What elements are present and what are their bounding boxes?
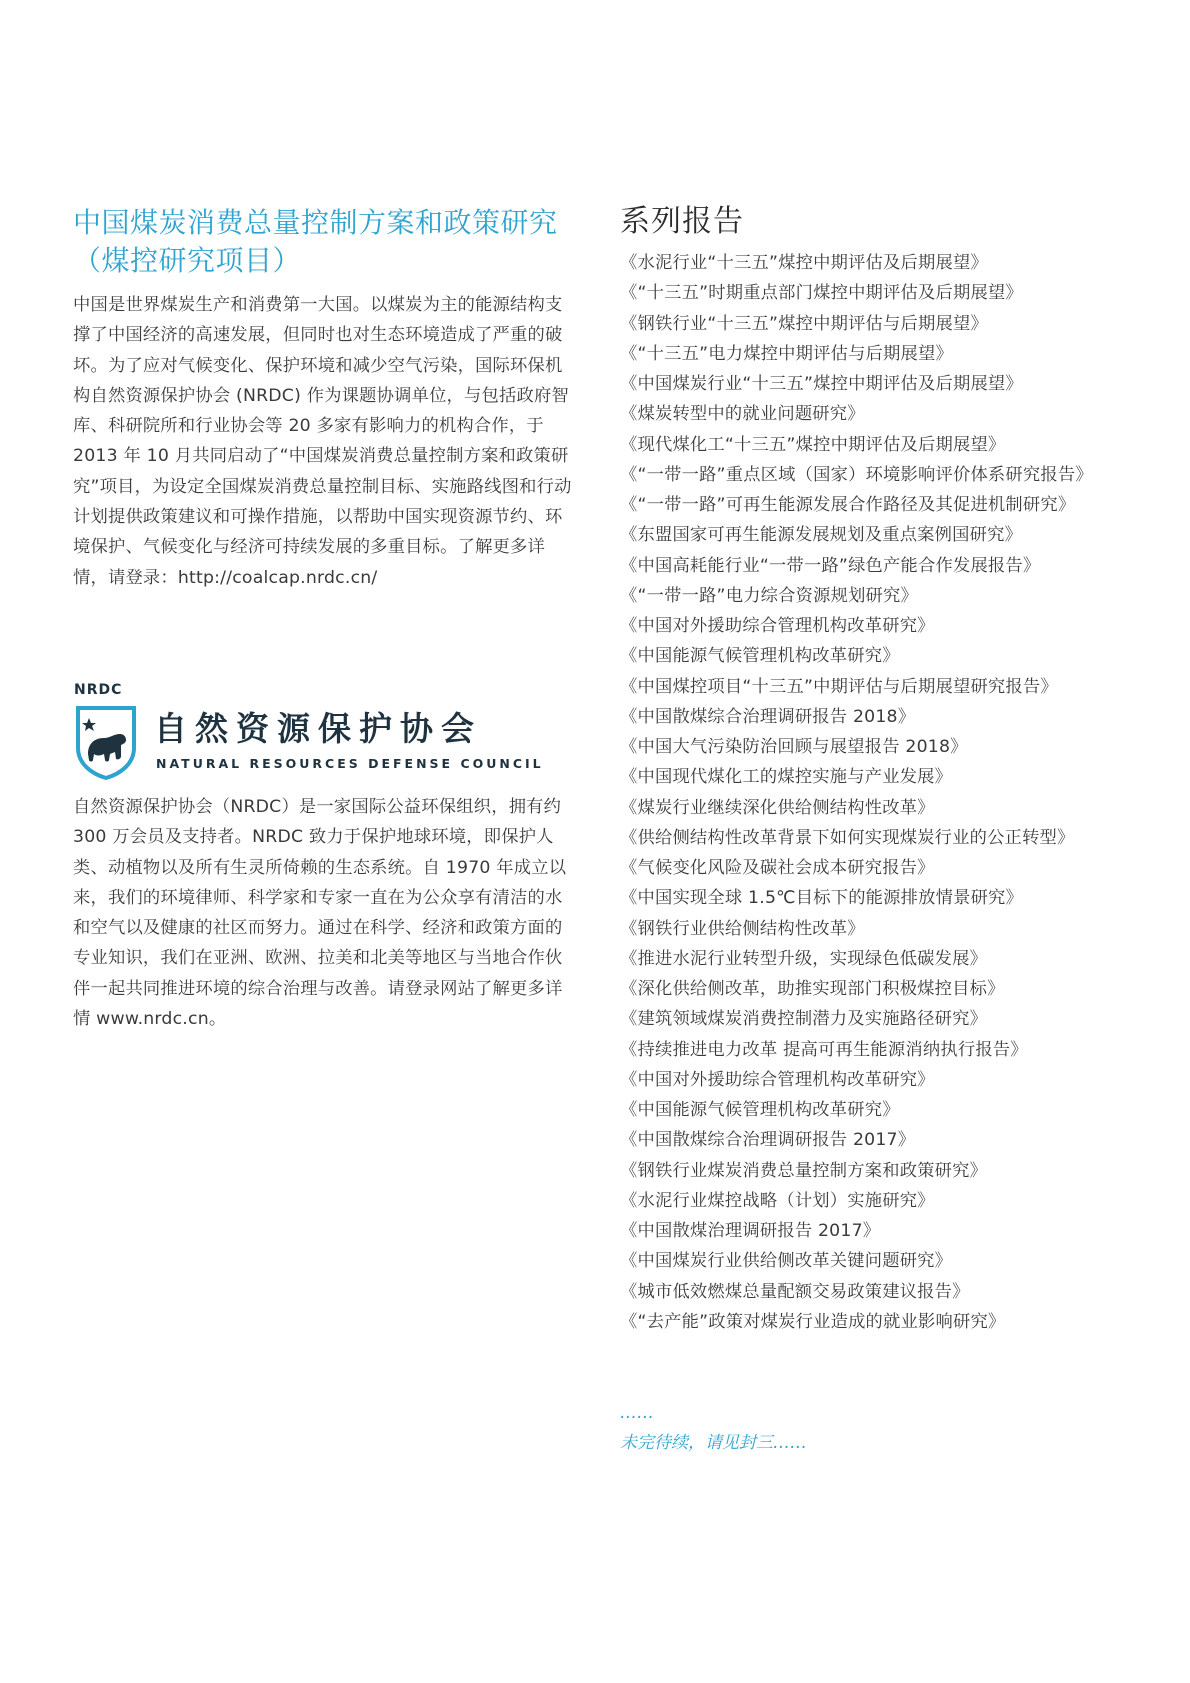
series-title: 系列报告	[620, 204, 744, 239]
nrdc-logo	[74, 682, 554, 784]
report-item: 《持续推进电力改革 提高可再生能源消纳执行报告》	[620, 1039, 1028, 1060]
report-item: 《建筑领域煤炭消费控制潜力及实施路径研究》	[620, 1009, 988, 1030]
report-item: 《中国大气污染防治回顾与展望报告 2018》	[620, 737, 968, 757]
report-item: 《水泥行业“十三五”煤控中期评估及后期展望》	[620, 253, 988, 273]
report-item: 《中国现代煤化工的煤控实施与产业发展》	[620, 767, 953, 788]
report-item: 《钢铁行业“十三五”煤控中期评估与后期展望》	[620, 313, 988, 334]
report-item: 《“十三五”电力煤控中期评估与后期展望》	[620, 343, 953, 364]
project-description: 中国是世界煤炭生产和消费第一大国。以煤炭为主的能源结构支撑了中国经济的高速发展，但同时也对生态环境造成了严重的破坏。为了应对气候变化、保护环境和减少空气污染，国际环保机构自然资源保护协会 (NRDC) 作为课题协调单位，与包括政府智库、科研院所和行业协会等 20 多家有影响力的机构合作，于 2013 年 10 月共同启动了“中国煤炭消费总量控制方案和政策研究”项目，为设定全国煤炭消费总量控制目标、实施路线图和行动计划提供政策建议和可操作措施，以帮助中国实现资源节约、环境保护、气候变化与经济可持续发展的多重目标。了解更多详情，请登录：http://coalcap.nrdc.cn/	[73, 295, 572, 588]
report-item: 《钢铁行业煤炭消费总量控制方案和政策研究》	[620, 1160, 988, 1181]
report-item: 《中国能源气候管理机构改革研究》	[620, 1100, 900, 1120]
report-item: 《中国对外援助综合管理机构改革研究》	[620, 616, 935, 636]
report-item: 《中国煤炭行业供给侧改革关键问题研究》	[620, 1251, 953, 1272]
report-item: 《“去产能”政策对煤炭行业造成的就业影响研究》	[620, 1311, 1006, 1332]
report-item: 《水泥行业煤控战略（计划）实施研究》	[620, 1190, 935, 1211]
nrdc-description: 自然资源保护协会（NRDC）是一家国际公益环保组织，拥有约 300 万会员及支持者。NRDC 致力于保护地球环境，即保护人类、动植物以及所有生灵所倚赖的生态系统。自 1970 年成立以来，我们的环境律师、科学家和专家一直在为公众享有清洁的水和空气以及健康的社区而努力。通过在科学、经济和政策方面的专业知识，我们在亚洲、欧洲、拉美和北美等地区与当地合作伙伴一起共同推进环境的综合治理与改善。请登录网站了解更多详情 www.nrdc.cn。	[73, 797, 567, 1030]
report-item: 《中国对外援助综合管理机构改革研究》	[620, 1069, 935, 1090]
report-item: 《“一带一路”电力综合资源规划研究》	[620, 585, 919, 606]
report-item: 《东盟国家可再生能源发展规划及重点案例国研究》	[620, 525, 1023, 546]
report-item: 《中国能源气候管理机构改革研究》	[620, 646, 900, 667]
logo-abbreviation: NRDC	[74, 682, 123, 698]
report-item: 《深化供给侧改革，助推实现部门积极煤控目标》	[620, 979, 1005, 999]
report-item: 《现代煤化工“十三五”煤控中期评估及后期展望》	[620, 434, 1006, 455]
report-item: 《气候变化风险及碳社会成本研究报告》	[620, 858, 935, 878]
report-item: 《中国散煤综合治理调研报告 2018》	[620, 706, 916, 727]
project-title-line1: 中国煤炭消费总量控制方案和政策研究	[73, 206, 558, 239]
report-item: 《中国煤炭行业“十三五”煤控中期评估及后期展望》	[620, 374, 1023, 394]
continued-note	[620, 1398, 807, 1458]
series-section	[620, 202, 1140, 1337]
logo-name-cn: 自然资源保护协会	[154, 709, 482, 748]
report-list	[620, 248, 1140, 1337]
report-item: 《中国散煤治理调研报告 2017》	[620, 1221, 881, 1241]
report-item: 《中国高耗能行业“一带一路”绿色产能合作发展报告》	[620, 555, 1041, 576]
polar-bear-shield-icon	[74, 704, 138, 780]
report-item: 《中国煤控项目“十三五”中期评估与后期展望研究报告》	[620, 676, 1058, 697]
report-item: 《“一带一路”重点区域（国家）环境影响评价体系研究报告》	[620, 464, 1093, 485]
report-item: 《“一带一路”可再生能源发展合作路径及其促进机制研究》	[620, 495, 1076, 515]
report-item: 《钢铁行业供给侧结构性改革》	[620, 918, 865, 939]
report-item: 《煤炭行业继续深化供给侧结构性改革》	[620, 797, 935, 818]
report-item: 《“十三五”时期重点部门煤控中期评估及后期展望》	[620, 283, 1023, 304]
continued-text: 未完待续，请见封三……	[620, 1433, 807, 1453]
report-item: 《中国散煤综合治理调研报告 2017》	[620, 1130, 916, 1151]
project-section	[73, 204, 573, 593]
report-item: 《煤炭转型中的就业问题研究》	[620, 404, 865, 425]
project-title-line2: （煤控研究项目）	[73, 244, 302, 277]
report-item: 《城市低效燃煤总量配额交易政策建议报告》	[620, 1281, 970, 1302]
report-item: 《中国实现全球 1.5℃目标下的能源排放情景研究》	[620, 888, 1024, 909]
ellipsis-text: ……	[620, 1403, 654, 1423]
report-item: 《推进水泥行业转型升级，实现绿色低碳发展》	[620, 948, 988, 969]
report-item: 《供给侧结构性改革背景下如何实现煤炭行业的公正转型》	[620, 827, 1075, 848]
logo-name-en: NATURAL RESOURCES DEFENSE COUNCIL	[156, 756, 544, 771]
project-title	[73, 204, 573, 280]
